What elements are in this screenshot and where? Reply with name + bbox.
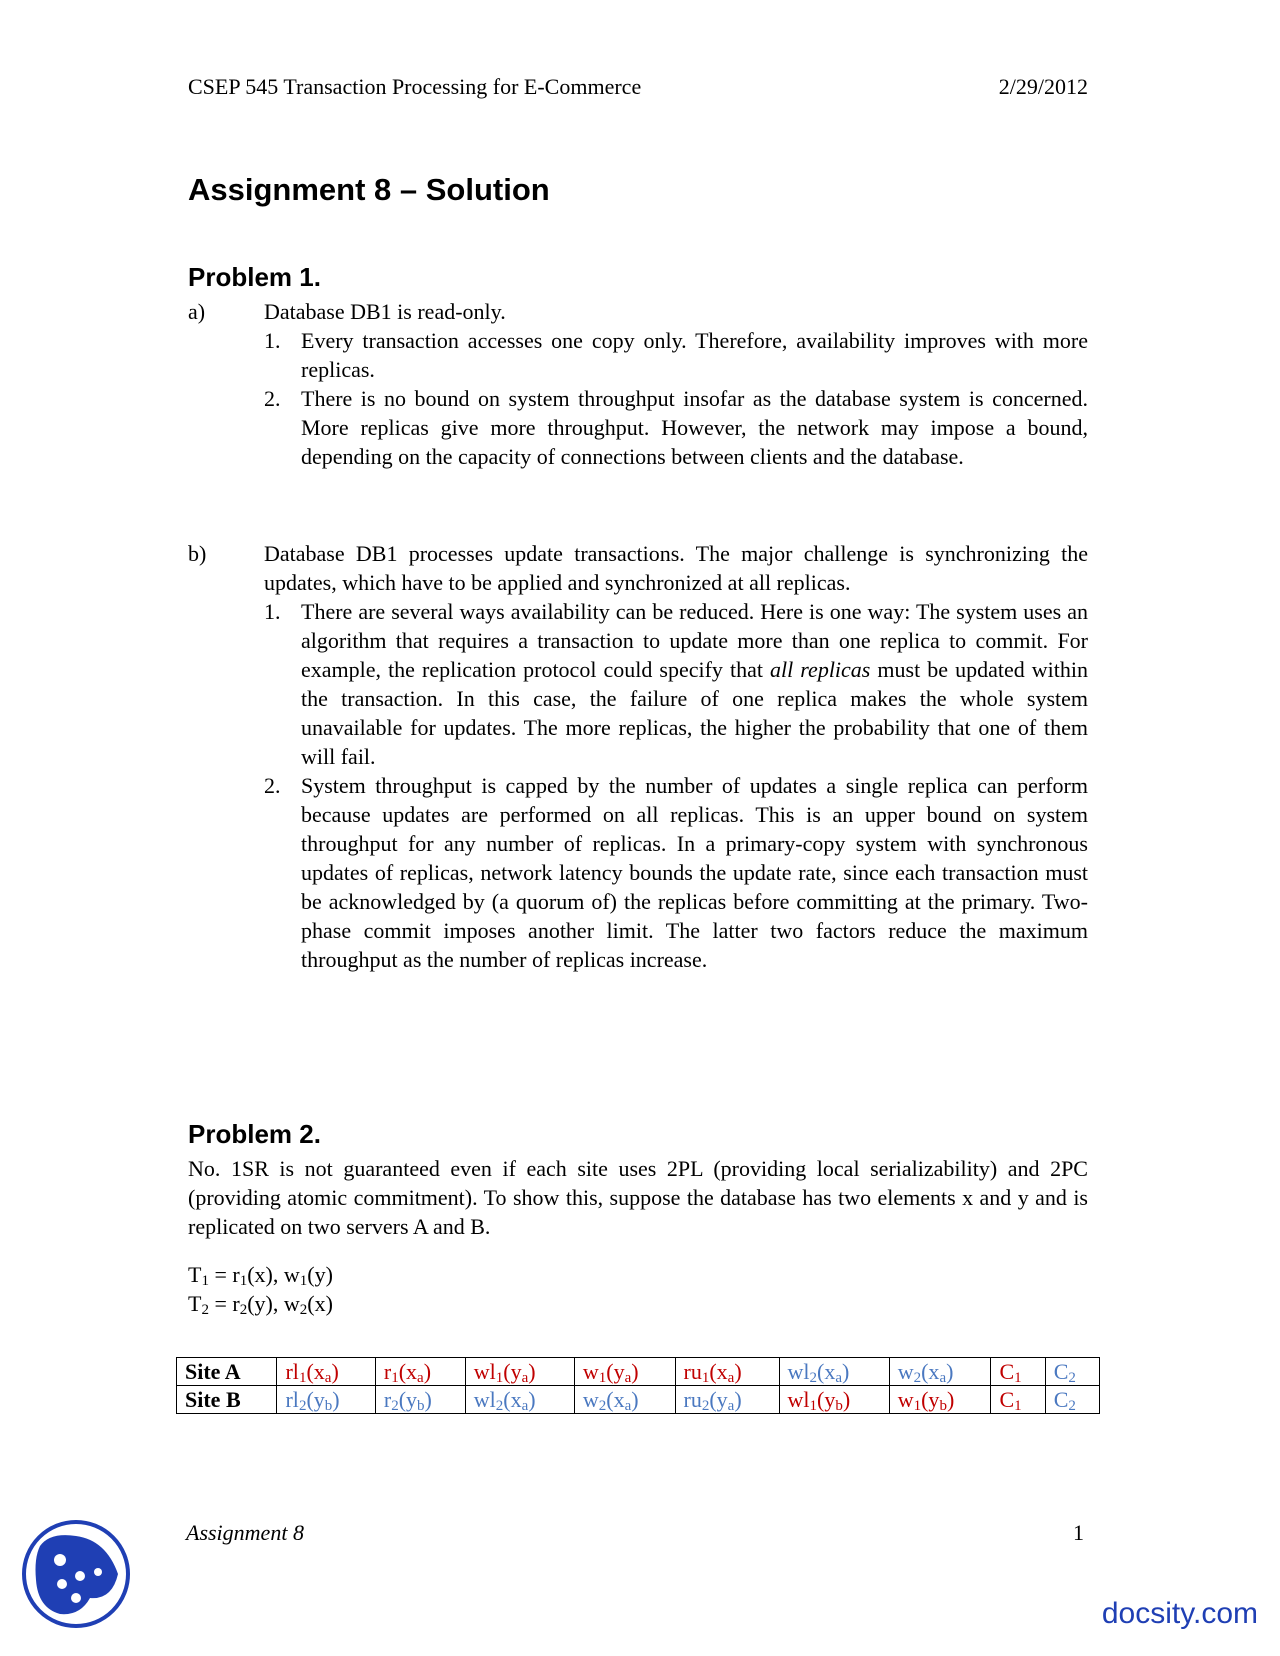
problem2-text: No. 1SR is not guaranteed even if each site uses 2PL (providing local serializability) and 2PC (providing atomic commitment). To show this, suppose the database has two elements x and y and is replicated on two servers A and B. <box>188 1156 1088 1239</box>
schedule-cell: $C_1$ <box>991 1386 1045 1414</box>
problem1-part-a <box>188 297 1088 471</box>
schedule-cell: $wl_2(x_a)$ <box>465 1386 574 1414</box>
problem1-part-b <box>188 539 1088 974</box>
schedule-cell: $w_2(x_a)$ <box>889 1358 991 1386</box>
schedule-cell: $C_1$ <box>991 1358 1045 1386</box>
schedule-cell: $wl_1(y_a)$ <box>465 1358 574 1386</box>
watermark-text: docsity.com <box>1101 1597 1258 1630</box>
schedule-cell: $wl_1(y_b)$ <box>779 1386 889 1414</box>
schedule-table <box>176 1357 1100 1414</box>
site-b-label: Site B <box>177 1386 277 1414</box>
table-row-site-b <box>177 1386 1100 1414</box>
schedule-cell: $rl_1(x_a)$ <box>277 1358 375 1386</box>
schedule-cell: $wl_2(x_a)$ <box>779 1358 889 1386</box>
docsity-logo-icon <box>20 1518 132 1630</box>
table-row-site-a <box>177 1358 1100 1386</box>
page-number: 1 <box>1073 1520 1084 1545</box>
transaction-t1: $T_1 = r_1(x)$, $w_1(y)$ <box>188 1262 333 1289</box>
part-a-item-2: 2. There is no bound on system throughput insofar as the database system is concerned. More replicas give more throughput. However, the network may impose a bound, depending on the capacity of connections between clients and the database. <box>264 386 1088 469</box>
header-course: CSEP 545 Transaction Processing for E-Commerce <box>188 74 642 99</box>
problem1-heading: Problem 1. <box>188 262 321 292</box>
schedule-cell: $w_1(y_a)$ <box>574 1358 675 1386</box>
schedule-cell: $r_2(y_b)$ <box>375 1386 465 1414</box>
schedule-cell: $rl_2(y_b)$ <box>277 1386 375 1414</box>
header-date: 2/29/2012 <box>998 74 1088 99</box>
problem2-heading: Problem 2. <box>188 1119 321 1149</box>
transaction-t2: $T_2 = r_2(y)$, $w_2(x)$ <box>188 1291 333 1318</box>
schedule-cell: $C_2$ <box>1045 1386 1099 1414</box>
part-b-label: b) <box>188 541 207 566</box>
schedule-cell: $r_1(x_a)$ <box>375 1358 465 1386</box>
part-a-label: a) <box>188 299 206 324</box>
schedule-cell: $ru_1(x_a)$ <box>675 1358 779 1386</box>
emphasis-all-replicas: all replicas <box>770 657 871 682</box>
footer-title: Assignment 8 <box>186 1520 304 1545</box>
page-title: Assignment 8 – Solution <box>188 172 550 207</box>
schedule-cell: $w_1(y_b)$ <box>889 1386 991 1414</box>
part-b-item-2: 2. System throughput is capped by the number of updates a single replica can perform because updates are performed on all replicas. This is an upper bound on system throughput for any number of replicas. In a primary-copy system with synchronous updates of replicas, network latency bounds the update rate, since each transaction must be acknowledged by (a quorum of) the replicas before committing at the primary. Two-phase commit imposes another limit. The latter two factors reduce the maximum throughput as the number of replicas increase. <box>264 773 1088 972</box>
schedule-cell: $C_2$ <box>1045 1358 1099 1386</box>
part-a-item-1: 1. Every transaction accesses one copy only. Therefore, availability improves with more replicas. <box>264 328 1088 382</box>
site-a-label: Site A <box>177 1358 277 1386</box>
schedule-cell: $ru_2(y_a)$ <box>675 1386 779 1414</box>
part-b-item-1: 1. There are several ways availability can be reduced. Here is one way: The system uses an algorithm that requires a transaction to update more than one replica to commit. For example, the replication protocol could specify that all replicas must be updated within the transaction. In this case, the failure of one replica makes the whole system unavailable for updates. The more replicas, the higher the probability that one of them will fail. <box>264 599 1088 769</box>
part-a-intro: Database DB1 is read-only. <box>264 299 506 324</box>
schedule-cell: $w_2(x_a)$ <box>574 1386 675 1414</box>
part-b-intro: Database DB1 processes update transactions. The major challenge is synchronizing the updates, which have to be applied and synchronized at all replicas. <box>264 541 1088 595</box>
